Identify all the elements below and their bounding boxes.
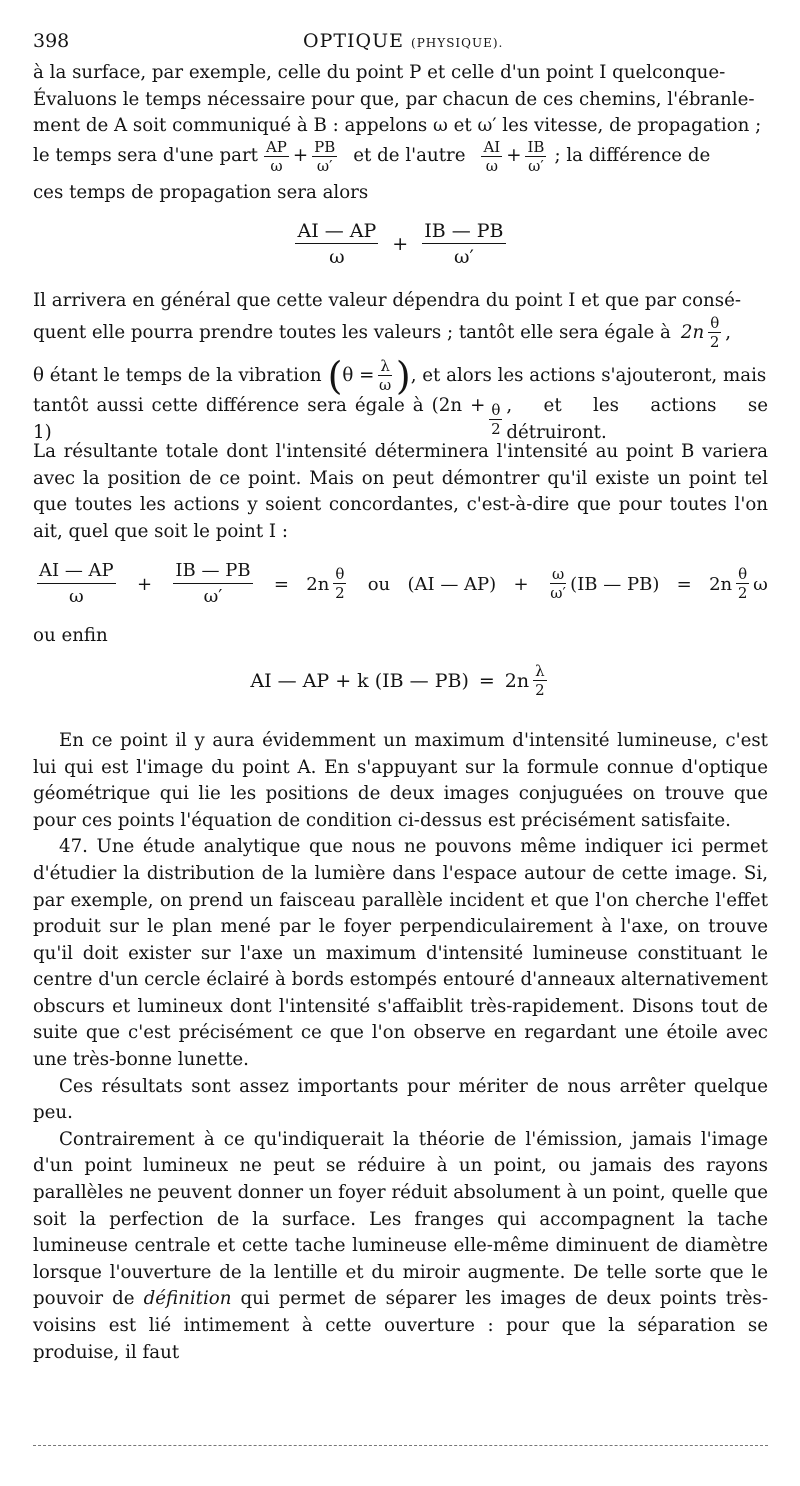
numerator: θ [491,400,501,419]
paren-AI-AP: (AI — AP) [407,573,497,595]
running-title-main: OPTIQUE [303,30,404,52]
plus-sign: + [506,145,522,167]
equals-sign: = [478,669,495,692]
text-segment: θ étant le temps de la vibration [33,364,322,386]
text-segment: , et alors les actions s'ajouteront, mais [410,364,767,386]
denominator: ω′ [453,246,474,269]
fraction [525,137,546,175]
math-2n: 2n [680,321,705,343]
fraction [708,313,721,351]
text-line: ces temps de propagation sera alors [33,181,369,203]
numerator: AP [265,137,287,156]
fraction [295,220,378,268]
plus-sign: + [137,573,153,595]
text-line: ou enfin [33,625,108,647]
denominator: 2 [535,680,545,699]
denominator: ω [485,156,498,175]
fraction [264,137,289,175]
equals-sign: = [273,573,289,595]
paragraph: En ce point il y aura évidemment un maximum d'intensité lumineuse, c'est lui qui est l'image du point A. En s'appuyant sur la formule connue d'optique géométrique qui lie les positions de deux images conjuguées on trouve que pour ces points l'équation de condition ci-dessus est précisément satisfaite. [33,729,768,831]
math-2n: 2n [504,669,530,692]
numerator: λ [535,661,545,680]
fraction [422,220,505,268]
denominator: 2 [737,584,748,603]
plus-sign: + [292,145,309,167]
running-title-sub: (PHYSIQUE). [411,36,504,50]
text-line: à la surface, par exemple, celle du point P et celle d'un point I quelconque- [33,62,726,83]
fraction [37,560,116,608]
paragraph [33,1127,768,1366]
final-lhs: AI — AP + k (IB — PB) [250,669,469,692]
running-header [33,30,768,60]
text-segment: , et les actions se détruiront. [506,395,768,443]
fraction [550,567,566,601]
running-title [303,30,503,52]
fraction [173,560,252,608]
plus-sign: + [392,233,409,256]
text-segment: le temps sera d'une part [33,145,258,167]
fraction [312,137,337,175]
denominator: ω [379,375,392,394]
math-2n: 2n [306,573,330,595]
page-bottom-rule [33,1445,768,1446]
numerator: λ [380,356,390,375]
denominator: 2 [335,584,345,603]
numerator: IB — PB [173,560,252,584]
denominator: 2 [491,419,501,438]
numerator: PB [314,137,336,156]
paren-IB-PB: (IB — PB) [570,573,660,595]
paragraph: Ces résultats sont assez importants pour mériter de nous arrêter quelque peu. [33,1075,768,1124]
fraction [736,567,749,601]
denominator: ω′ [316,156,333,175]
equation-final [33,650,768,712]
denominator: ω [270,156,283,175]
plus-sign: + [513,573,529,595]
emphasis-definition: définition [143,1288,232,1310]
page-number: 398 [33,30,70,52]
word-ou: ou [367,573,391,595]
equals-sign: = [676,573,692,595]
denominator: 2 [709,332,720,351]
text-segment: quent elle pourra prendre toutes les valeurs ; tantôt elle sera égale à [33,321,671,343]
paragraph: La résultante totale dont l'intensité déterminera l'intensité au point B variera avec la position de ce point. Mais on peut démontrer qu'il existe un point tel que toutes les actions y soient concordantes, c'est-à-dire que pour toutes l'on ait, quel que soit le point I : [33,440,768,542]
page [33,30,768,1366]
numerator: IB [527,137,545,156]
denominator: ω′ [550,584,566,603]
numerator: IB — PB [424,220,504,243]
denominator: ω′ [203,586,223,608]
equation-concordance [33,545,768,623]
ratio-paren [546,567,659,601]
text-segment: tantôt aussi cette différence sera égale à (2n + 1) [33,395,486,443]
right-paren: ) [395,353,411,398]
fraction [378,356,392,394]
text-line-with-fraction: quent elle pourra prendre toutes les valeurs ; tantôt elle sera égale à 2n $\frac{\theta}{2}$ , [33,313,732,351]
math-2n: 2n [709,573,733,595]
text-segment: qui permet de séparer les images de deux points très-voisins est lié intimement à cette ouverture : pour que la séparation se produise, il faut [33,1288,768,1363]
text-line-with-fractions [33,134,768,180]
text-segment: Contrairement à ce qu'indiquerait la théorie de l'émission, jamais l'image d'un point lumineux ne peut se réduire à un point, ou jamais des rayons parallèles ne peuvent donner un foyer réduit absolument à un point, quelle que soit la perfection de la surface. Les franges qui accompagnent la tache lumineuse centrale et cette tache lumineuse elle-même diminuent de diamètre lorsque l'ouverture de la lentille et du miroir augmente. De telle sorte que le pouvoir de [33,1128,768,1310]
fraction [481,137,502,175]
denominator: ω [329,246,345,269]
numerator: AI [483,137,501,156]
math-2n-theta-omega [709,567,768,601]
left-paren: ( [327,353,343,398]
fraction [489,400,502,438]
numerator: AI — AP [297,220,377,243]
math-2n-theta [306,567,350,601]
omega-symbol: ω [753,573,768,595]
numerator: θ [335,565,345,584]
equation-difference [33,206,768,282]
denominator: ω [68,586,84,608]
text-line: ment de A soit communiqué à B : appelons ω et ω′ les vitesse, de propagation ; [33,115,762,137]
numerator: ω [551,565,565,584]
text-line-with-fraction [33,395,768,443]
numerator: θ [710,313,720,332]
text-segment: et de l'autre [353,145,466,167]
paragraph-section-47: 47. Une étude analytique que nous ne pouvons même indiquer ici permet d'étudier la distribution de la lumière dans l'espace autour de cette image. Si, par exemple, on prend un faisceau parallèle incident et que l'on cherche l'effet produit sur le plan mené par le foyer perpendiculairement à l'axe, on trouve qu'il doit exister sur l'axe un maximum d'intensité lumineuse constituant le centre d'un cercle éclairé à bords estompés entouré d'anneaux alternativement obscurs et lumineux dont l'intensité s'affaiblit très-rapidement. Disons tout de suite que c'est précisément ce que l'on observe en regardant une étoile avec une très-bonne lunette. [33,836,768,1071]
text-line: Évaluons le temps nécessaire pour que, par chacun de ces chemins, l'ébranle- [33,88,755,110]
theta-eq: θ = [342,364,375,386]
text-segment: ; la différence de [554,145,711,167]
text-line: Il arrivera en général que cette valeur dépendra du point I et que par consé- [33,290,741,312]
numerator: θ [738,565,748,584]
numerator: AI — AP [37,560,116,584]
fraction [333,567,346,601]
denominator: ω′ [528,156,544,175]
fraction [533,661,547,699]
